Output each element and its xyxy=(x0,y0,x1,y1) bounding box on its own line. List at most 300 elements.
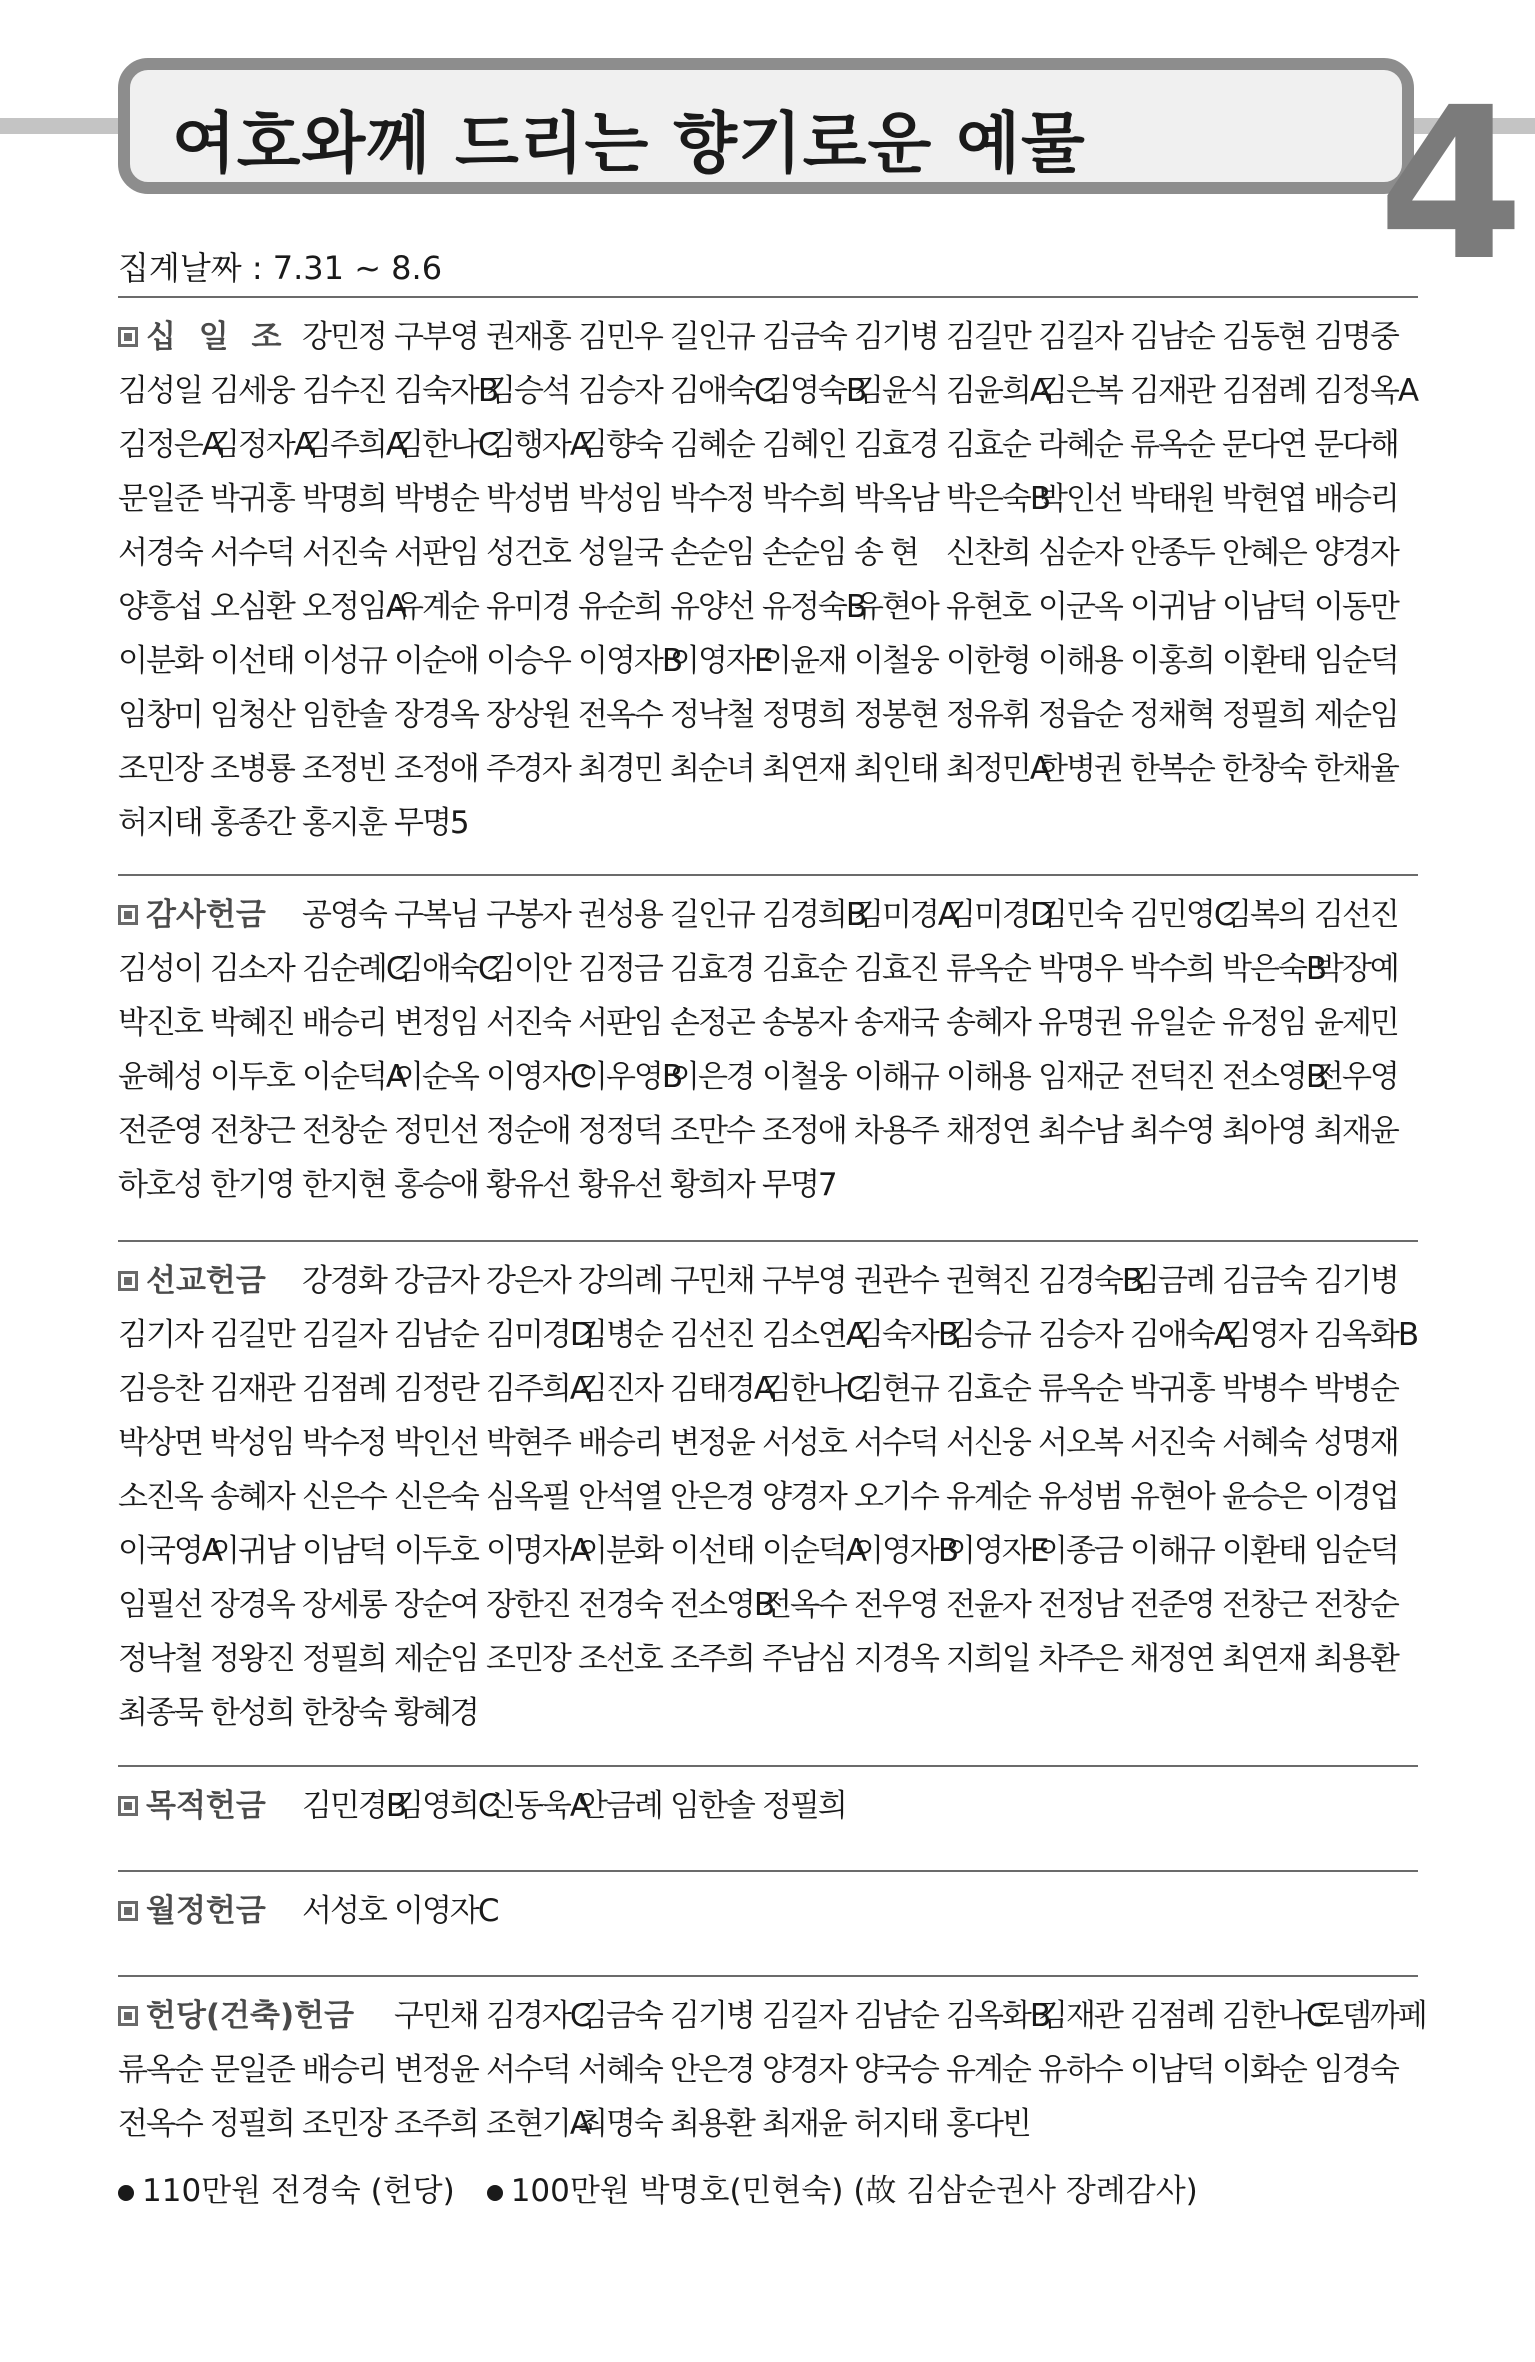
donor-name: 김선진 xyxy=(1314,897,1398,933)
donor-name: 양흥섭 xyxy=(118,589,202,625)
donor-name: 박은숙B xyxy=(1222,951,1326,987)
donor-name: 박성임 xyxy=(210,1425,294,1461)
donor-name: 이화순 xyxy=(1222,2052,1306,2088)
donor-name: 김남순 xyxy=(394,1317,478,1353)
section-heading-label: 목적헌금 xyxy=(146,1788,266,1824)
donor-name: 구민채 xyxy=(394,1998,478,2034)
donor-name: 정왕진 xyxy=(210,1641,294,1677)
donor-name: 김민숙 xyxy=(1038,897,1122,933)
donor-name: 조정빈 xyxy=(302,751,386,787)
donor-name: 정채혁 xyxy=(1130,697,1214,733)
donor-name: 김정은A xyxy=(118,427,222,463)
donor-name: 성건호 xyxy=(486,535,570,571)
donor-name: 이해규 xyxy=(854,1059,938,1095)
donor-name: 손순임 xyxy=(670,535,754,571)
donor-name: 조정애 xyxy=(394,751,478,787)
donor-name: 장한진 xyxy=(486,1587,570,1623)
donor-name: 강경화 xyxy=(302,1263,386,1299)
donor-name: 양경자 xyxy=(762,1479,846,1515)
donor-name: 유미경 xyxy=(486,589,570,625)
donor-name: 유양선 xyxy=(670,589,754,625)
donor-name: 이영자C xyxy=(394,1893,498,1929)
donor-name: 서진숙 xyxy=(486,1005,570,1041)
donor-name: 정정덕 xyxy=(578,1113,662,1149)
donor-name: 장상원 xyxy=(486,697,570,733)
donor-name: 배승리 xyxy=(578,1425,662,1461)
donor-name: 안은경 xyxy=(670,2052,754,2088)
donor-name: 서수덕 xyxy=(486,2052,570,2088)
donor-name: 류옥순 xyxy=(1130,427,1214,463)
donor-name: 손정곤 xyxy=(670,1005,754,1041)
donor-name: 임한솔 xyxy=(302,697,386,733)
donor-name: 유계순 xyxy=(946,2052,1030,2088)
donor-name: 김기병 xyxy=(1314,1263,1398,1299)
donor-name: 김길만 xyxy=(946,319,1030,355)
donor-name: 유일순 xyxy=(1130,1005,1214,1041)
section-heading xyxy=(118,1779,302,1833)
donor-name: 정명희 xyxy=(762,697,846,733)
donor-name: 전준영 xyxy=(1130,1587,1214,1623)
donor-name: 김한나C xyxy=(762,1371,866,1407)
donor-name: 김애숙C xyxy=(670,373,774,409)
donor-name: 김민우 xyxy=(578,319,662,355)
donor-name: 최종묵 xyxy=(118,1695,202,1731)
donor-name: 이귀남 xyxy=(210,1533,294,1569)
donor-name: 윤제민 xyxy=(1314,1005,1398,1041)
donor-name: 최아영 xyxy=(1222,1113,1306,1149)
donor-name: 정낙철 xyxy=(118,1641,202,1677)
donor-name: 김옥화B xyxy=(1314,1317,1418,1353)
note-item xyxy=(118,2165,455,2210)
donor-name: 조선호 xyxy=(578,1641,662,1677)
donor-name: 이영자C xyxy=(486,1059,590,1095)
donor-name: 장순여 xyxy=(394,1587,478,1623)
donor-name: 윤혜성 xyxy=(118,1059,202,1095)
donor-name: 이해용 xyxy=(946,1059,1030,1095)
donor-name: 이영자B xyxy=(578,643,682,679)
donor-name: 이경업 xyxy=(1314,1479,1398,1515)
donor-name: 길인규 xyxy=(670,319,754,355)
donor-name: 서판임 xyxy=(578,1005,662,1041)
donor-name: 서신웅 xyxy=(946,1425,1030,1461)
donor-name: 김행자A xyxy=(486,427,590,463)
donor-name: 김민경B xyxy=(302,1788,406,1824)
donor-name: 채정연 xyxy=(946,1113,1030,1149)
section-heading-label: 월정헌금 xyxy=(146,1893,266,1929)
donor-name: 심순자 xyxy=(1038,535,1122,571)
donor-name: 한지현 xyxy=(302,1167,386,1203)
donor-name: 이남덕 xyxy=(302,1533,386,1569)
donor-name: 황유선 xyxy=(578,1167,662,1203)
donor-name: 최용환 xyxy=(670,2106,754,2142)
donor-name: 소진옥 xyxy=(118,1479,202,1515)
donor-name: 이해규 xyxy=(1130,1533,1214,1569)
donor-name: 김승자 xyxy=(578,373,662,409)
donor-name: 공영숙 xyxy=(302,897,386,933)
donor-name: 박상면 xyxy=(118,1425,202,1461)
donor-name: 이남덕 xyxy=(1130,2052,1214,2088)
donor-name: 김정금 xyxy=(578,951,662,987)
section-heading-label: 선교헌금 xyxy=(146,1263,266,1299)
donor-name: 전정남 xyxy=(1038,1587,1122,1623)
donor-name: 류옥순 xyxy=(118,2052,202,2088)
donor-name: 김재관 xyxy=(1038,1998,1122,2034)
donor-name: 한창숙 xyxy=(302,1695,386,1731)
donor-name: 이종금 xyxy=(1038,1533,1122,1569)
donor-name: 김선진 xyxy=(670,1317,754,1353)
donor-name: 장세롱 xyxy=(302,1587,386,1623)
donor-name: 서수덕 xyxy=(210,535,294,571)
donor-name: 신은수 xyxy=(302,1479,386,1515)
donor-name: 김효경 xyxy=(670,951,754,987)
donor-name: 황혜경 xyxy=(394,1695,478,1731)
donor-name: 전준영 xyxy=(118,1113,202,1149)
donor-name: 무명5 xyxy=(394,805,468,841)
donor-name: 이두호 xyxy=(210,1059,294,1095)
donor-name: 이윤재 xyxy=(762,643,846,679)
section-heading xyxy=(118,310,302,364)
donor-name: 김점례 xyxy=(1222,373,1306,409)
donor-name: 김애숙A xyxy=(1130,1317,1234,1353)
donor-name: 박현엽 xyxy=(1222,481,1306,517)
donor-name: 김숙자B xyxy=(854,1317,958,1353)
donor-name: 구봉자 xyxy=(486,897,570,933)
donor-name: 김민영C xyxy=(1130,897,1234,933)
donor-name: 이성규 xyxy=(302,643,386,679)
donor-name: 배승리 xyxy=(1314,481,1398,517)
donor-name: 김경숙B xyxy=(1038,1263,1142,1299)
donor-name: 이남덕 xyxy=(1222,589,1306,625)
donor-name: 박진호 xyxy=(118,1005,202,1041)
donor-name: 한기영 xyxy=(210,1167,294,1203)
donor-name: 서혜숙 xyxy=(578,2052,662,2088)
section-heading-label: 헌당(건축)헌금 xyxy=(146,1998,355,2034)
donor-name: 이국영A xyxy=(118,1533,222,1569)
donor-name: 김한나C xyxy=(1222,1998,1326,2034)
donor-name: 이분화 xyxy=(578,1533,662,1569)
name-grid xyxy=(118,1779,1418,1833)
donor-name: 허지태 xyxy=(854,2106,938,2142)
donor-name: 이선태 xyxy=(670,1533,754,1569)
donor-name: 이선태 xyxy=(210,643,294,679)
donor-name: 구복님 xyxy=(394,897,478,933)
donor-name: 김세웅 xyxy=(210,373,294,409)
donor-name: 최수영 xyxy=(1130,1113,1214,1149)
donor-name: 이영자E xyxy=(946,1533,1048,1569)
donor-name: 전옥수 xyxy=(762,1587,846,1623)
donor-name: 김응찬 xyxy=(118,1371,202,1407)
donor-name: 차주은 xyxy=(1038,1641,1122,1677)
donor-name: 변정윤 xyxy=(670,1425,754,1461)
donor-name: 채정연 xyxy=(1130,1641,1214,1677)
donor-name: 이동만 xyxy=(1314,589,1398,625)
donor-name: 김성일 xyxy=(118,373,202,409)
donor-name: 김옥화B xyxy=(946,1998,1050,2034)
donor-name: 김경희B xyxy=(762,897,866,933)
donor-name: 정순애 xyxy=(486,1113,570,1149)
donor-name: 김승석 xyxy=(486,373,570,409)
donor-name: 정필희 xyxy=(1222,697,1306,733)
donor-name: 최명숙 xyxy=(578,2106,662,2142)
donor-name: 박인선 xyxy=(394,1425,478,1461)
donor-name: 최재윤 xyxy=(1314,1113,1398,1149)
donor-name: 한성희 xyxy=(210,1695,294,1731)
donor-name: 김병순 xyxy=(578,1317,662,1353)
donor-name: 정봉현 xyxy=(854,697,938,733)
donor-name: 김정자A xyxy=(210,427,314,463)
note-text: 100만원 박명호(민현숙) (故 김삼순권사 장례감사) xyxy=(510,2173,1198,2209)
donor-name: 전옥수 xyxy=(118,2106,202,2142)
donor-name: 심옥필 xyxy=(486,1479,570,1515)
donor-name: 안은경 xyxy=(670,1479,754,1515)
donor-name: 이우영B xyxy=(578,1059,682,1095)
donor-name: 김이안 xyxy=(486,951,570,987)
donor-name: 임필선 xyxy=(118,1587,202,1623)
square-bullet-icon xyxy=(118,2006,138,2026)
donor-name: 권성용 xyxy=(578,897,662,933)
donor-name: 김길자 xyxy=(302,1317,386,1353)
donor-name: 황희자 xyxy=(670,1167,754,1203)
donor-name: 박명희 xyxy=(302,481,386,517)
donor-name: 하호성 xyxy=(118,1167,202,1203)
donor-name: 조현기A xyxy=(486,2106,590,2142)
donor-name: 구부영 xyxy=(394,319,478,355)
donor-name: 유정숙B xyxy=(762,589,866,625)
donor-name: 김금숙 xyxy=(578,1998,662,2034)
donor-name: 김영숙B xyxy=(762,373,866,409)
donor-name: 강은자 xyxy=(486,1263,570,1299)
donor-name: 이환태 xyxy=(1222,1533,1306,1569)
donor-name: 김소연A xyxy=(762,1317,866,1353)
donor-name: 배승리 xyxy=(302,1005,386,1041)
donor-name: 김길자 xyxy=(1038,319,1122,355)
donor-name: 김영희C xyxy=(394,1788,498,1824)
donor-name: 박혜진 xyxy=(210,1005,294,1041)
donor-name: 라혜순 xyxy=(1038,427,1122,463)
donor-name: 김숙자B xyxy=(394,373,498,409)
donor-name: 류옥순 xyxy=(1038,1371,1122,1407)
donor-name: 이군옥 xyxy=(1038,589,1122,625)
donor-name: 임청산 xyxy=(210,697,294,733)
square-bullet-icon xyxy=(118,1901,138,1921)
donor-name: 김소자 xyxy=(210,951,294,987)
donor-name: 이순옥 xyxy=(394,1059,478,1095)
donor-name: 최경민 xyxy=(578,751,662,787)
donor-name: 변정윤 xyxy=(394,2052,478,2088)
donor-name: 홍지훈 xyxy=(302,805,386,841)
donor-name: 김효순 xyxy=(762,951,846,987)
donor-name: 이영자E xyxy=(670,643,772,679)
donor-name: 전창근 xyxy=(1222,1587,1306,1623)
donor-name: 윤승은 xyxy=(1222,1479,1306,1515)
donor-name: 김금례 xyxy=(1130,1263,1214,1299)
donor-name: 김혜순 xyxy=(670,427,754,463)
donor-name: 한채율 xyxy=(1314,751,1398,787)
donor-name: 임재군 xyxy=(1038,1059,1122,1095)
donor-name: 김승자 xyxy=(1038,1317,1122,1353)
donor-name: 김복의 xyxy=(1222,897,1306,933)
donor-name: 김주희A xyxy=(486,1371,590,1407)
donor-name: 박귀홍 xyxy=(1130,1371,1214,1407)
donor-name: 홍승애 xyxy=(394,1167,478,1203)
donor-name: 최순녀 xyxy=(670,751,754,787)
section-5 xyxy=(118,1975,1426,2151)
donor-name: 김경자C xyxy=(486,1998,590,2034)
donor-name: 이순덕A xyxy=(762,1533,866,1569)
donor-name: 박옥남 xyxy=(854,481,938,517)
donor-name: 김점례 xyxy=(302,1371,386,1407)
donor-name: 문다해 xyxy=(1314,427,1398,463)
donor-name: 문다연 xyxy=(1222,427,1306,463)
name-grid xyxy=(118,1884,1418,1938)
donor-name: 김길만 xyxy=(210,1317,294,1353)
section-1 xyxy=(118,874,1418,1212)
donor-name: 전윤자 xyxy=(946,1587,1030,1623)
donor-name: 김태경A xyxy=(670,1371,774,1407)
donor-name: 김미경D xyxy=(486,1317,592,1353)
section-3 xyxy=(118,1765,1418,1833)
donor-name: 김기자 xyxy=(118,1317,202,1353)
donor-name: 서경숙 xyxy=(118,535,202,571)
donor-name: 김미경D xyxy=(946,897,1052,933)
donor-name: 유명권 xyxy=(1038,1005,1122,1041)
donor-name: 정필희 xyxy=(762,1788,846,1824)
donor-name: 이순덕A xyxy=(302,1059,406,1095)
donor-name: 최정민A xyxy=(946,751,1050,787)
donor-name: 송재국 xyxy=(854,1005,938,1041)
donor-name: 유성범 xyxy=(1038,1479,1122,1515)
bullet-icon xyxy=(487,2185,503,2201)
donor-name: 주경자 xyxy=(486,751,570,787)
donor-name: 강의례 xyxy=(578,1263,662,1299)
note-item xyxy=(487,2165,1198,2210)
donor-name: 서혜숙 xyxy=(1222,1425,1306,1461)
donor-name: 구부영 xyxy=(762,1263,846,1299)
donor-name: 박병순 xyxy=(1314,1371,1398,1407)
donor-name: 김효순 xyxy=(946,427,1030,463)
donor-name: 박현주 xyxy=(486,1425,570,1461)
donor-name: 이철웅 xyxy=(854,643,938,679)
donor-name: 오기수 xyxy=(854,1479,938,1515)
donor-name: 전옥수 xyxy=(578,697,662,733)
donor-name: 안석열 xyxy=(578,1479,662,1515)
donor-name: 김재관 xyxy=(210,1371,294,1407)
donor-name: 오심환 xyxy=(210,589,294,625)
donor-name: 김영자 xyxy=(1222,1317,1306,1353)
donor-name: 신은숙 xyxy=(394,1479,478,1515)
donor-name: 이홍희 xyxy=(1130,643,1214,679)
donor-name: 김진자 xyxy=(578,1371,662,1407)
name-grid xyxy=(118,888,1418,1212)
donor-name: 유하수 xyxy=(1038,2052,1122,2088)
square-bullet-icon xyxy=(118,327,138,347)
donor-name: 김성이 xyxy=(118,951,202,987)
donor-name: 강민정 xyxy=(302,319,386,355)
donor-name: 유현아 xyxy=(1130,1479,1214,1515)
page-title: 여호와께 드리는 향기로운 예물 xyxy=(172,105,1086,182)
donor-name: 김정란 xyxy=(394,1371,478,1407)
donor-name: 전창순 xyxy=(1314,1587,1398,1623)
donor-name: 이승우 xyxy=(486,643,570,679)
donor-name: 유계순 xyxy=(394,589,478,625)
donor-name: 정유휘 xyxy=(946,697,1030,733)
donor-name: 전경숙 xyxy=(578,1587,662,1623)
donor-name: 제순임 xyxy=(394,1641,478,1677)
donor-name: 이순애 xyxy=(394,643,478,679)
donor-name: 박수희 xyxy=(1130,951,1214,987)
donor-name: 김남순 xyxy=(1130,319,1214,355)
donor-name: 이명자A xyxy=(486,1533,590,1569)
donor-name: 지희일 xyxy=(946,1641,1030,1677)
donor-name: 안혜은 xyxy=(1222,535,1306,571)
donor-name: 최수남 xyxy=(1038,1113,1122,1149)
section-heading xyxy=(118,1989,394,2043)
donor-name: 송봉자 xyxy=(762,1005,846,1041)
donor-name: 장경옥 xyxy=(394,697,478,733)
donor-name: 정민선 xyxy=(394,1113,478,1149)
section-heading-label: 감사헌금 xyxy=(146,897,266,933)
special-notes xyxy=(118,2165,1198,2210)
donor-name: 조정애 xyxy=(762,1113,846,1149)
donor-name: 박은숙B xyxy=(946,481,1050,517)
section-heading xyxy=(118,888,302,942)
donor-name: 김효경 xyxy=(854,427,938,463)
donor-name: 정필희 xyxy=(210,2106,294,2142)
donor-name: 박귀홍 xyxy=(210,481,294,517)
date-range: 집계날짜 : 7.31 ~ 8.6 xyxy=(118,249,443,287)
donor-name: 김정옥A xyxy=(1314,373,1418,409)
donor-name: 김금숙 xyxy=(1222,1263,1306,1299)
donor-name: 손순임 xyxy=(762,535,846,571)
donor-name: 임경숙 xyxy=(1314,2052,1398,2088)
donor-name: 권관수 xyxy=(854,1263,938,1299)
name-grid xyxy=(118,1254,1418,1740)
donor-name: 김수진 xyxy=(302,373,386,409)
donor-name: 박성임 xyxy=(578,481,662,517)
donor-name: 강금자 xyxy=(394,1263,478,1299)
donor-name: 주남심 xyxy=(762,1641,846,1677)
donor-name: 유계순 xyxy=(946,1479,1030,1515)
donor-name: 정읍순 xyxy=(1038,697,1122,733)
donor-name: 장경옥 xyxy=(210,1587,294,1623)
donor-name: 박병순 xyxy=(394,481,478,517)
donor-name: 김순례C xyxy=(302,951,406,987)
donor-name: 서판임 xyxy=(394,535,478,571)
donor-name: 전창순 xyxy=(302,1113,386,1149)
donor-name: 성일국 xyxy=(578,535,662,571)
donor-name: 이분화 xyxy=(118,643,202,679)
donor-name: 지경옥 xyxy=(854,1641,938,1677)
donor-name: 신찬희 xyxy=(946,535,1030,571)
donor-name: 차용주 xyxy=(854,1113,938,1149)
donor-name: 양국승 xyxy=(854,2052,938,2088)
donor-name: 한창숙 xyxy=(1222,751,1306,787)
donor-name: 서오복 xyxy=(1038,1425,1122,1461)
donor-name: 한복순 xyxy=(1130,751,1214,787)
section-heading-label: 십 일 조 xyxy=(146,319,288,355)
donor-name: 최용환 xyxy=(1314,1641,1398,1677)
donor-name: 안금례 xyxy=(578,1788,662,1824)
donor-name: 서성호 xyxy=(302,1893,386,1929)
donor-name: 구민채 xyxy=(670,1263,754,1299)
donor-name: 송혜자 xyxy=(210,1479,294,1515)
donor-name: 송 현 xyxy=(854,535,918,571)
donor-name: 송혜자 xyxy=(946,1005,1030,1041)
donor-name: 이철웅 xyxy=(762,1059,846,1095)
donor-name: 전소영B xyxy=(670,1587,774,1623)
donor-name: 문일준 xyxy=(210,2052,294,2088)
donor-name: 안종두 xyxy=(1130,535,1214,571)
